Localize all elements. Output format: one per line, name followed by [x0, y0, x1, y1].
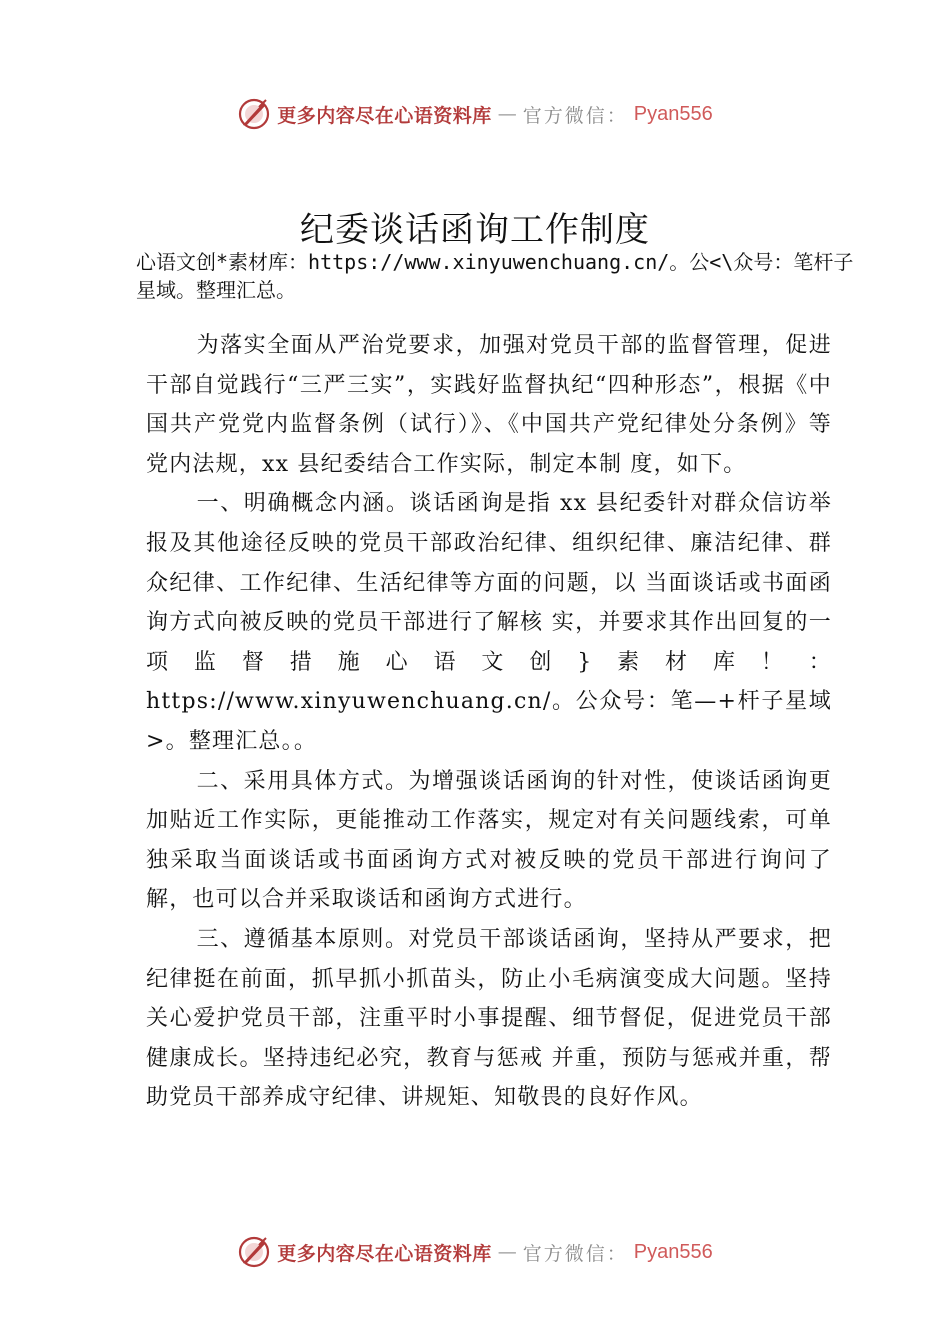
banner-dash: — [497, 1241, 517, 1263]
banner-wechat-label: 官方微信： [522, 104, 628, 127]
paragraph-section-2: 二、采用具体方式。为增强谈话函询的针对性，使谈话函询更加贴近工作实际，更能推动工作落实，规定对有关问题线索，可单独采取当面谈话或书面函询方式对被反映的党员干部进行询问了解，也可以合并采取谈话和函询方式进行。 [146, 768, 832, 913]
paragraph-section-1: 一、明确概念内涵。谈话函询是指 xx 县纪委针对群众信访举报及其他途径反映的党员干部政治纪律、组织纪律、廉洁纪律、群众纪律、工作纪律、生活纪律等方面的问题，以 当面谈话或书面函询方式向被反映的党员干部进行了解核 实，并要求其作出回复的一项监督措施心语文创}素材库！：https://www.xinyuwenchuang.cn/。公众号：笔—+杆子星域>。整理汇总。。 [146, 491, 832, 754]
source-note: 心语文创*素材库：https://www.xinyuwenchuang.cn/。公<\众号：笔杆子星域。整理汇总。 [136, 250, 854, 302]
quill-pen-logo-icon [237, 1235, 271, 1269]
header-banner [0, 94, 950, 134]
banner-wechat-handle: Pyan556 [633, 1240, 713, 1263]
footer-banner [0, 1232, 950, 1272]
paragraph-intro: 为落实全面从严治党要求，加强对党员干部的监督管理，促进干部自觉践行“三严三实”，实践好监督执纪“四种形态”，根据《中国共产党党内监督条例（试行）》、《中国共产党纪律处分条例》等党内法规，xx 县纪委结合工作实际，制定本制 度，如下。 [146, 333, 832, 477]
banner-dash: — [497, 103, 517, 125]
paragraph-section-3: 三、遵循基本原则。对党员干部谈话函询，坚持从严要求，把纪律挺在前面，抓早抓小抓苗头，防止小毛病演变成大问题。坚持关心爱护党员干部，注重平时小事提醒、细节督促，促进党员干部健康成长。坚持违纪必究，教育与惩戒 并重，预防与惩戒并重，帮助党员干部养成守纪律、讲规矩、知敬畏的良好作风。 [146, 926, 832, 1111]
document-body [146, 326, 832, 1118]
banner-wechat-handle: Pyan556 [633, 102, 713, 125]
banner-wechat-label: 官方微信： [522, 1242, 628, 1265]
banner-lead-text: 更多内容尽在心语资料库 [277, 104, 492, 127]
page-title: 纪委谈话函询工作制度 [300, 210, 650, 250]
quill-pen-logo-icon [237, 97, 271, 131]
banner-lead-text: 更多内容尽在心语资料库 [277, 1242, 492, 1265]
